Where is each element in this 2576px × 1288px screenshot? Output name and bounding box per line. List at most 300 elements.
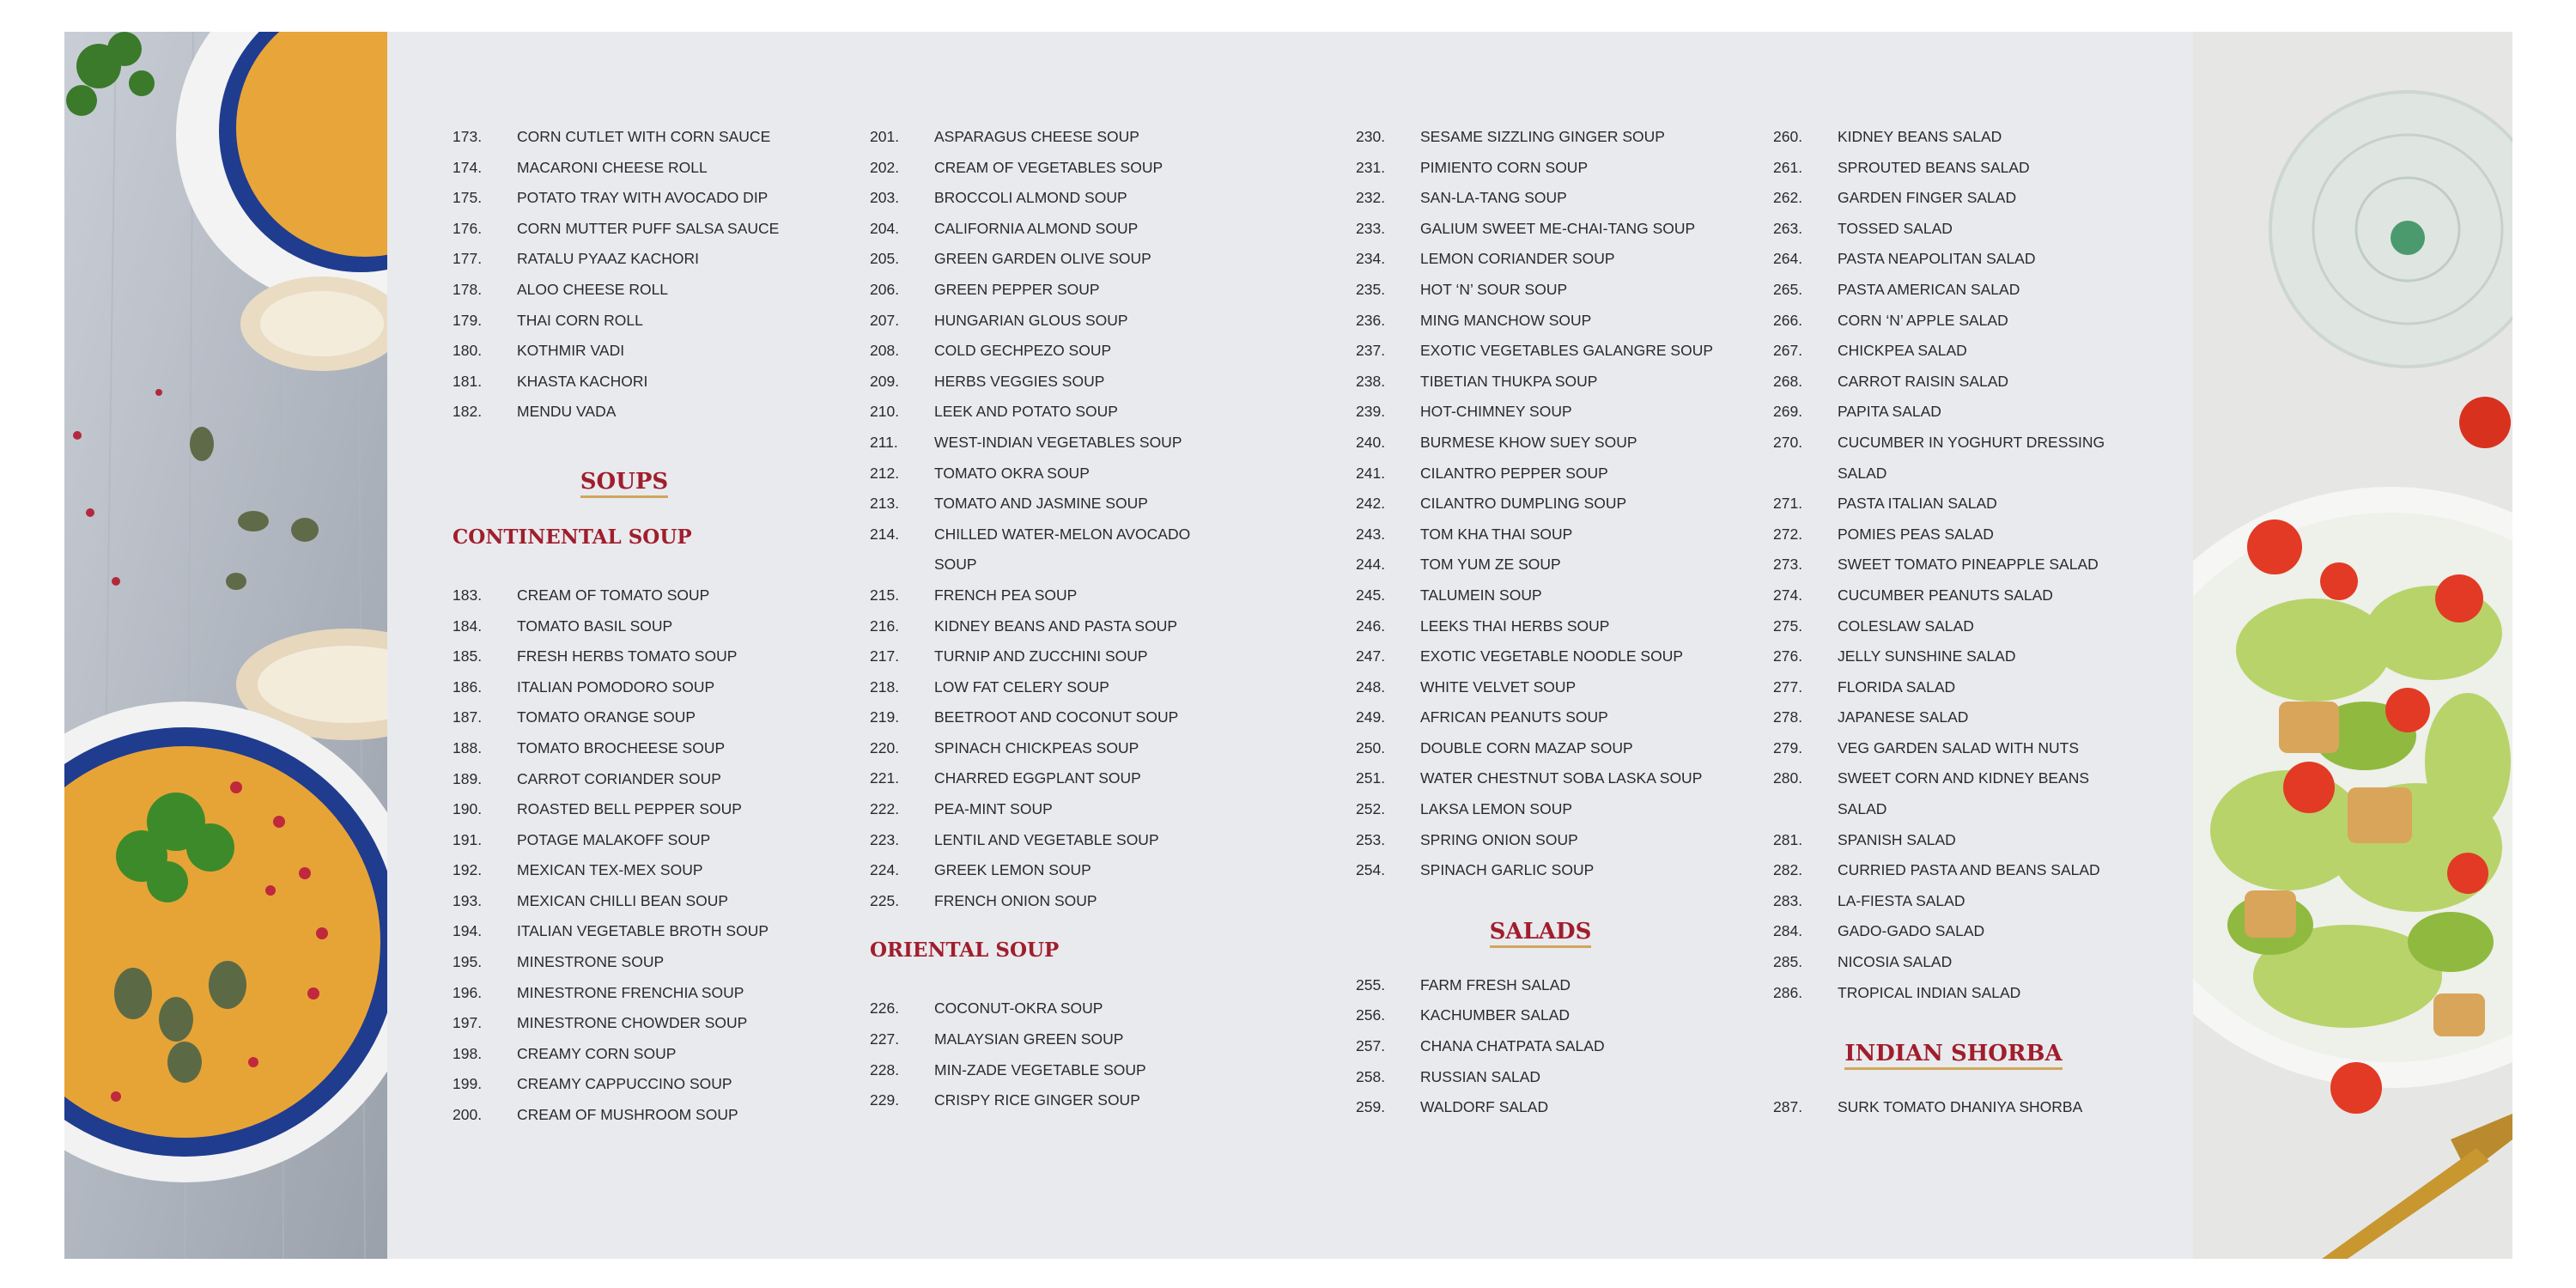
menu-item-number: 243. [1356,525,1386,543]
menu-item-number: 216. [870,617,900,635]
menu-item-name: FRENCH PEA SOUP [934,586,1078,604]
menu-item-name: SESAME SIZZLING GINGER SOUP [1420,128,1665,145]
menu-column-2 [870,122,1230,1116]
menu-item-number: 194. [453,922,483,940]
menu-item [1356,580,1725,611]
menu-item-name: CREAMY CORN SOUP [517,1044,677,1062]
menu-item-number: 211. [870,433,898,451]
menu-item [1773,244,2134,275]
menu-item-number: 222. [870,800,900,818]
menu-item-number: 266. [1773,311,1803,329]
menu-item [1356,1062,1725,1093]
menu-item-name: MINESTRONE SOUP [517,953,665,971]
menu-item-number: 205. [870,250,900,268]
menu-item-number: 219. [870,708,900,726]
menu-item-name: TOMATO OKRA SOUP [934,464,1090,482]
right-food-photo [2193,32,2512,1259]
menu-item [1356,702,1725,733]
menu-item [1356,367,1725,398]
menu-item-name: GREEN GARDEN OLIVE SOUP [934,250,1151,268]
menu-item-name: CHILLED WATER-MELON AVOCADO SOUP [934,525,1191,574]
menu-item-number: 225. [870,891,900,909]
menu-item [870,519,1230,580]
menu-item-name: SURK TOMATO DHANIYA SHORBA [1838,1098,2083,1116]
menu-item-name: BROCCOLI ALMOND SOUP [934,189,1127,207]
menu-item [870,153,1230,184]
menu-item-name: NICOSIA SALAD [1838,953,1953,971]
menu-item-number: 261. [1773,158,1803,176]
menu-item [453,978,796,1009]
menu-item-name: MENDU VADA [517,403,617,421]
menu-item [453,733,796,764]
menu-item [870,183,1230,214]
menu-item-number: 192. [453,861,483,879]
menu-item-number: 184. [453,617,483,635]
menu-item-number: 250. [1356,738,1386,756]
menu-item-name: GREEK LEMON SOUP [934,861,1091,879]
menu-item [1356,489,1725,519]
menu-item-number: 177. [453,250,483,268]
menu-item-number: 241. [1356,464,1386,482]
menu-item-number: 286. [1773,983,1803,1001]
menu-item-number: 191. [453,830,483,848]
menu-item-name: CHARRED EGGPLANT SOUP [934,769,1141,787]
menu-item [453,825,796,856]
menu-item [453,672,796,703]
menu-item [1773,733,2134,764]
menu-item [1356,825,1725,856]
menu-item-name: SPRING ONION SOUP [1420,830,1578,848]
starters-list [453,122,796,428]
menu-item-name: SPROUTED BEANS SALAD [1838,158,2030,176]
menu-item-number: 267. [1773,342,1803,360]
menu-item [870,214,1230,245]
menu-item-name: COLESLAW SALAD [1838,617,1974,635]
menu-item-number: 183. [453,586,483,604]
menu-item [1356,153,1725,184]
menu-item-number: 173. [453,128,483,145]
menu-item [1356,672,1725,703]
menu-item [870,886,1230,917]
salad-list [1356,970,1725,1123]
menu-item [453,1069,796,1100]
menu-item-name: RATALU PYAAZ KACHORI [517,250,699,268]
menu-item [1773,916,2134,947]
menu-item-name: PASTA ITALIAN SALAD [1838,495,1997,513]
menu-item [870,825,1230,856]
menu-item-name: SPINACH GARLIC SOUP [1420,861,1595,879]
salad-list-continued [1773,122,2134,1008]
menu-item-name: JELLY SUNSHINE SALAD [1838,647,2016,665]
menu-item-number: 281. [1773,830,1803,848]
menu-item [1773,947,2134,978]
menu-item [453,794,796,825]
menu-item-number: 259. [1356,1098,1386,1116]
menu-item-number: 212. [870,464,900,482]
menu-column-4 [1773,122,2134,1123]
menu-item-number: 284. [1773,922,1803,940]
menu-item-name: MINESTRONE FRENCHIA SOUP [517,983,744,1001]
menu-item-number: 220. [870,738,900,756]
menu-item-number: 252. [1356,800,1386,818]
menu-item-name: MINESTRONE CHOWDER SOUP [517,1014,748,1032]
menu-column-1 [453,122,796,1131]
menu-item-name: RUSSIAN SALAD [1420,1067,1541,1085]
menu-item [1356,611,1725,642]
menu-item-name: KIDNEY BEANS AND PASTA SOUP [934,617,1178,635]
menu-item-number: 253. [1356,830,1386,848]
menu-item-name: SPANISH SALAD [1838,830,1956,848]
menu-item [870,794,1230,825]
menu-item-name: CRISPY RICE GINGER SOUP [934,1091,1140,1109]
menu-item [453,275,796,306]
salad-plate-illustration [2193,32,2512,1259]
menu-item [453,397,796,428]
menu-item [870,275,1230,306]
menu-item [1773,428,2134,489]
menu-item [1773,275,2134,306]
menu-item-number: 223. [870,830,900,848]
oriental-soup-list-continued [1356,122,1725,886]
menu-item [1356,550,1725,580]
left-food-photo [64,32,387,1259]
menu-item-number: 273. [1773,556,1803,574]
menu-item-number: 256. [1356,1006,1386,1024]
menu-item [870,367,1230,398]
menu-item [1356,855,1725,886]
menu-item [1773,825,2134,856]
menu-item-number: 283. [1773,891,1803,909]
menu-item-name: VEG GARDEN SALAD WITH NUTS [1838,738,2080,756]
menu-item-number: 254. [1356,861,1386,879]
menu-item [453,244,796,275]
menu-item [453,916,796,947]
menu-item-number: 215. [870,586,900,604]
menu-item-number: 209. [870,372,900,390]
menu-item-number: 275. [1773,617,1803,635]
menu-item [453,306,796,337]
menu-item [453,183,796,214]
menu-item [1356,763,1725,794]
menu-item [870,1024,1230,1055]
menu-item-number: 176. [453,219,483,237]
menu-item-name: SWEET CORN AND KIDNEY BEANS SALAD [1838,769,2090,818]
menu-item-name: KHASTA KACHORI [517,372,648,390]
menu-item [1356,122,1725,153]
menu-item [1356,275,1725,306]
menu-item-name: CREAM OF MUSHROOM SOUP [517,1106,738,1124]
menu-item-number: 195. [453,953,483,971]
menu-item [1773,641,2134,672]
menu-item-number: 287. [1773,1098,1803,1116]
menu-item-name: CREAMY CAPPUCCINO SOUP [517,1075,732,1093]
menu-item-name: LA-FIESTA SALAD [1838,891,1965,909]
menu-item-name: BEETROOT AND COCONUT SOUP [934,708,1179,726]
menu-item-number: 240. [1356,433,1386,451]
menu-item-number: 230. [1356,128,1386,145]
menu-item [870,733,1230,764]
menu-item-number: 245. [1356,586,1386,604]
menu-item [453,1008,796,1039]
menu-item-name: POMIES PEAS SALAD [1838,525,1994,543]
menu-item-number: 237. [1356,342,1386,360]
continental-soup-list [453,580,796,1131]
menu-item-number: 178. [453,280,483,298]
menu-item-number: 285. [1773,953,1803,971]
menu-item-number: 210. [870,403,900,421]
menu-item [453,764,796,795]
menu-item-name: ITALIAN POMODORO SOUP [517,677,715,696]
menu-item-number: 247. [1356,647,1386,665]
menu-item [870,336,1230,367]
menu-item-name: LEEKS THAI HERBS SOUP [1420,617,1610,635]
menu-item-number: 271. [1773,495,1803,513]
menu-item-number: 189. [453,769,483,787]
menu-item [870,702,1230,733]
menu-item-name: SWEET TOMATO PINEAPPLE SALAD [1838,556,2099,574]
menu-item-name: EXOTIC VEGETABLE NOODLE SOUP [1420,647,1684,665]
menu-item-number: 207. [870,311,900,329]
menu-item-name: HUNGARIAN GLOUS SOUP [934,311,1128,329]
menu-item-number: 246. [1356,617,1386,635]
menu-item-name: ALOO CHEESE ROLL [517,280,669,298]
menu-item-number: 221. [870,769,900,787]
menu-item-name: SAN-LA-TANG SOUP [1420,189,1567,207]
menu-item-name: THAI CORN ROLL [517,311,643,329]
menu-item-name: GADO-GADO SALAD [1838,922,1985,940]
menu-item-name: TOMATO ORANGE SOUP [517,708,696,726]
menu-item [870,428,1230,459]
menu-item [453,367,796,398]
menu-item [870,855,1230,886]
menu-item-number: 218. [870,677,900,696]
menu-item [1356,428,1725,459]
menu-item-name: TROPICAL INDIAN SALAD [1838,983,2021,1001]
menu-item-name: AFRICAN PEANUTS SOUP [1420,708,1608,726]
menu-item [1356,459,1725,489]
menu-item-number: 235. [1356,280,1386,298]
menu-item-name: MING MANCHOW SOUP [1420,311,1592,329]
menu-item-number: 257. [1356,1037,1386,1055]
menu-item [1356,244,1725,275]
menu-item [1356,641,1725,672]
menu-item-name: TALUMEIN SOUP [1420,586,1542,604]
menu-item [1356,336,1725,367]
menu-item-number: 268. [1773,372,1803,390]
menu-item-name: CURRIED PASTA AND BEANS SALAD [1838,861,2100,879]
menu-item-name: SPINACH CHICKPEAS SOUP [934,738,1139,756]
menu-item-number: 174. [453,158,483,176]
menu-item [1773,672,2134,703]
menu-item-name: PAPITA SALAD [1838,403,1941,421]
menu-item [870,306,1230,337]
menu-item-name: LAKSA LEMON SOUP [1420,800,1573,818]
menu-item-number: 232. [1356,189,1386,207]
menu-item-number: 233. [1356,219,1386,237]
menu-item [1773,122,2134,153]
menu-item-name: CILANTRO DUMPLING SOUP [1420,495,1627,513]
menu-item [1356,1092,1725,1123]
menu-item-name: HOT-CHIMNEY SOUP [1420,403,1572,421]
menu-item [1773,855,2134,886]
menu-item-number: 258. [1356,1067,1386,1085]
menu-item-name: LEMON CORIANDER SOUP [1420,250,1615,268]
menu-item-name: FARM FRESH SALAD [1420,975,1571,993]
menu-item-name: PASTA AMERICAN SALAD [1838,280,2020,298]
menu-item-number: 193. [453,891,483,909]
menu-item-name: CORN CUTLET WITH CORN SAUCE [517,128,771,145]
menu-item-name: MALAYSIAN GREEN SOUP [934,1030,1124,1048]
menu-item [1773,336,2134,367]
menu-item [1356,183,1725,214]
menu-item [870,1055,1230,1086]
menu-item [1773,886,2134,917]
menu-item [870,122,1230,153]
menu-item-name: FRESH HERBS TOMATO SOUP [517,647,738,665]
menu-item [870,993,1230,1024]
menu-item-name: COLD GECHPEZO SOUP [934,342,1112,360]
menu-item [870,641,1230,672]
menu-item-name: WEST-INDIAN VEGETABLES SOUP [934,433,1182,451]
menu-item [1356,794,1725,825]
menu-item [1773,1092,2134,1123]
menu-item-name: PIMIENTO CORN SOUP [1420,158,1589,176]
menu-item-name: WATER CHESTNUT SOBA LASKA SOUP [1420,769,1703,787]
menu-item-name: LEEK AND POTATO SOUP [934,403,1118,421]
menu-item-number: 217. [870,647,900,665]
menu-item-number: 181. [453,372,483,390]
menu-item [1773,978,2134,1009]
menu-item-name: FRENCH ONION SOUP [934,891,1097,909]
menu-item [1773,214,2134,245]
menu-item-number: 196. [453,983,483,1001]
menu-item-number: 234. [1356,250,1386,268]
menu-item-number: 255. [1356,975,1386,993]
section-heading-soups: SOUPS [453,460,796,503]
menu-item-name: HERBS VEGGIES SOUP [934,372,1105,390]
menu-item [453,641,796,672]
menu-item [870,611,1230,642]
menu-item-name: FLORIDA SALAD [1838,677,1956,696]
menu-item-name: CILANTRO PEPPER SOUP [1420,464,1608,482]
menu-item [453,1039,796,1070]
menu-item-number: 188. [453,738,483,756]
menu-item [1773,306,2134,337]
menu-item-name: CREAM OF VEGETABLES SOUP [934,158,1163,176]
menu-item-name: KOTHMIR VADI [517,342,625,360]
section-heading-salads: SALADS [1356,910,1725,953]
menu-item-name: CORN ‘N’ APPLE SALAD [1838,311,2008,329]
menu-item-name: MEXICAN CHILLI BEAN SOUP [517,891,729,909]
menu-item [870,397,1230,428]
menu-item [870,763,1230,794]
menu-item-number: 208. [870,342,900,360]
menu-item [453,122,796,153]
menu-item [453,580,796,611]
menu-item [1356,1000,1725,1031]
menu-item-name: GALIUM SWEET ME-CHAI-TANG SOUP [1420,219,1696,237]
menu-item [1773,763,2134,824]
menu-item-number: 206. [870,280,900,298]
menu-item [1773,580,2134,611]
menu-item-number: 175. [453,189,483,207]
menu-item-number: 200. [453,1106,483,1124]
menu-item-number: 182. [453,403,483,421]
menu-item-name: LENTIL AND VEGETABLE SOUP [934,830,1159,848]
menu-item-name: CARROT RAISIN SALAD [1838,372,2009,390]
menu-item-name: CREAM OF TOMATO SOUP [517,586,710,604]
menu-item-name: TOM YUM ZE SOUP [1420,556,1561,574]
menu-item [1773,367,2134,398]
menu-item [870,244,1230,275]
subheading-oriental-soup: ORIENTAL SOUP [870,939,1060,963]
menu-item-number: 224. [870,861,900,879]
menu-item [453,336,796,367]
menu-item-name: MIN-ZADE VEGETABLE SOUP [934,1060,1146,1078]
menu-item-number: 260. [1773,128,1803,145]
menu-item-name: POTAGE MALAKOFF SOUP [517,830,711,848]
menu-item [453,153,796,184]
menu-item-name: TOM KHA THAI SOUP [1420,525,1573,543]
menu-item [1773,397,2134,428]
menu-item-number: 185. [453,647,483,665]
menu-item-name: ITALIAN VEGETABLE BROTH SOUP [517,922,769,940]
menu-item-number: 187. [453,708,483,726]
menu-item-name: TOMATO AND JASMINE SOUP [934,495,1148,513]
menu-item [453,214,796,245]
menu-item [1773,489,2134,519]
subheading-continental-soup: CONTINENTAL SOUP [453,525,692,549]
menu-item-number: 228. [870,1060,900,1078]
menu-item-name: ROASTED BELL PEPPER SOUP [517,800,742,818]
menu-item-number: 278. [1773,708,1803,726]
menu-item-name: WALDORF SALAD [1420,1098,1549,1116]
menu-panel [387,32,2193,1259]
menu-item-name: JAPANESE SALAD [1838,708,1969,726]
menu-item [1773,550,2134,580]
indian-shorba-list [1773,1092,2134,1123]
menu-item-number: 238. [1356,372,1386,390]
menu-item-number: 204. [870,219,900,237]
menu-item-number: 190. [453,800,483,818]
menu-item-number: 231. [1356,158,1386,176]
menu-item [1773,611,2134,642]
menu-item-name: MACARONI CHEESE ROLL [517,158,708,176]
menu-item-number: 251. [1356,769,1386,787]
menu-item-name: GARDEN FINGER SALAD [1838,189,2017,207]
menu-item-number: 242. [1356,495,1386,513]
menu-item-name: COCONUT-OKRA SOUP [934,999,1103,1018]
menu-item-number: 262. [1773,189,1803,207]
menu-item [1356,970,1725,1001]
menu-item-number: 270. [1773,433,1803,451]
menu-item [1356,397,1725,428]
menu-item [453,1100,796,1131]
menu-item-number: 198. [453,1044,483,1062]
menu-item [870,489,1230,519]
menu-item-name: CUCUMBER IN YOGHURT DRESSING SALAD [1838,433,2105,482]
menu-item [1356,1031,1725,1062]
menu-item-number: 276. [1773,647,1803,665]
menu-item-name: POTATO TRAY WITH AVOCADO DIP [517,189,769,207]
menu-item-number: 274. [1773,586,1803,604]
menu-item-number: 279. [1773,738,1803,756]
menu-item-name: TURNIP AND ZUCCHINI SOUP [934,647,1148,665]
menu-item [1773,519,2134,550]
menu-item-number: 197. [453,1014,483,1032]
menu-item-name: PASTA NEAPOLITAN SALAD [1838,250,2036,268]
menu-item-name: CHICKPEA SALAD [1838,342,1967,360]
